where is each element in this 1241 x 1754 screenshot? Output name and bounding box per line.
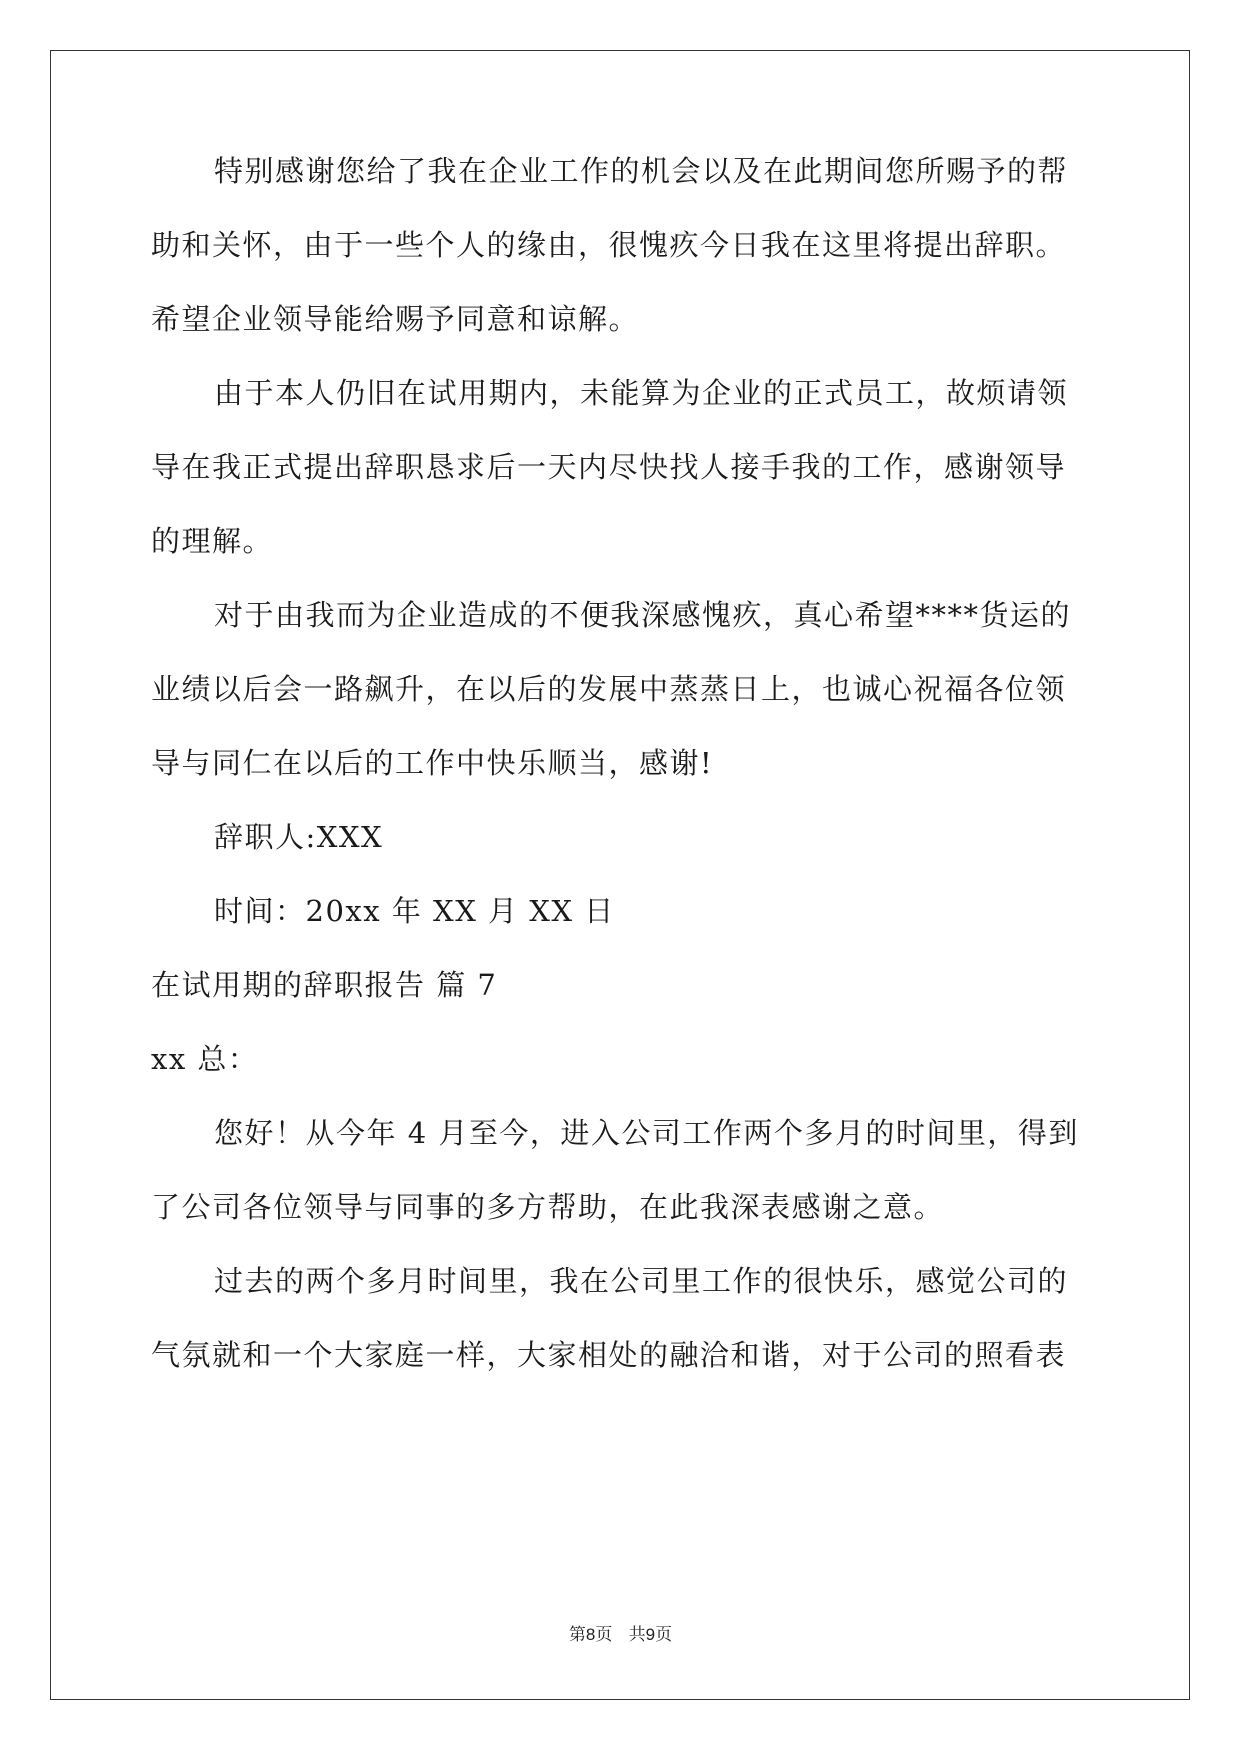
- paragraph-3-line-2: 业绩以后会一路飙升，在以后的发展中蒸蒸日上，也诚心祝福各位领: [151, 672, 1067, 706]
- footer-suffix: 页: [655, 1625, 673, 1645]
- paragraph-5-line-2: 气氛就和一个大家庭一样，大家相处的融洽和谐，对于公司的照看表: [151, 1338, 1067, 1372]
- paragraph-1-line-3: 希望企业领导能给赐予同意和谅解。: [151, 302, 640, 336]
- salutation: xx 总：: [151, 1042, 259, 1076]
- page-footer: [0, 1620, 1241, 1645]
- footer-middle: 页 共: [595, 1625, 646, 1645]
- paragraph-3-line-1: 对于由我而为企业造成的不便我深感愧疚，真心希望****货运的: [214, 598, 1072, 632]
- paragraph-2-line-3: 的理解。: [151, 524, 274, 558]
- date-line: 时间：20xx 年 XX 月 XX 日: [214, 894, 615, 928]
- paragraph-4-line-1: 您好！从今年 4 月至今，进入公司工作两个多月的时间里，得到: [214, 1116, 1079, 1150]
- current-page-number: 8: [585, 1625, 596, 1644]
- footer-prefix: 第: [568, 1625, 586, 1645]
- paragraph-5-line-1: 过去的两个多月时间里，我在公司里工作的很快乐，感觉公司的: [214, 1264, 1069, 1298]
- paragraph-3-line-3: 导与同仁在以后的工作中快乐顺当，感谢!: [151, 746, 714, 780]
- page-border: [50, 50, 1190, 1700]
- section-heading: 在试用期的辞职报告 篇 7: [151, 968, 498, 1002]
- paragraph-2-line-2: 导在我正式提出辞职恳求后一天内尽快找人接手我的工作，感谢领导: [151, 450, 1067, 484]
- resigner-line: 辞职人:XXX: [214, 820, 384, 854]
- paragraph-2-line-1: 由于本人仍旧在试用期内，未能算为企业的正式员工，故烦请领: [214, 376, 1069, 410]
- total-pages-number: 9: [645, 1625, 656, 1644]
- paragraph-1-line-2: 助和关怀，由于一些个人的缘由，很愧疚今日我在这里将提出辞职。: [151, 228, 1067, 262]
- paragraph-4-line-2: 了公司各位领导与同事的多方帮助，在此我深表感谢之意。: [151, 1190, 945, 1224]
- paragraph-1-line-1: 特别感谢您给了我在企业工作的机会以及在此期间您所赐予的帮: [214, 154, 1069, 188]
